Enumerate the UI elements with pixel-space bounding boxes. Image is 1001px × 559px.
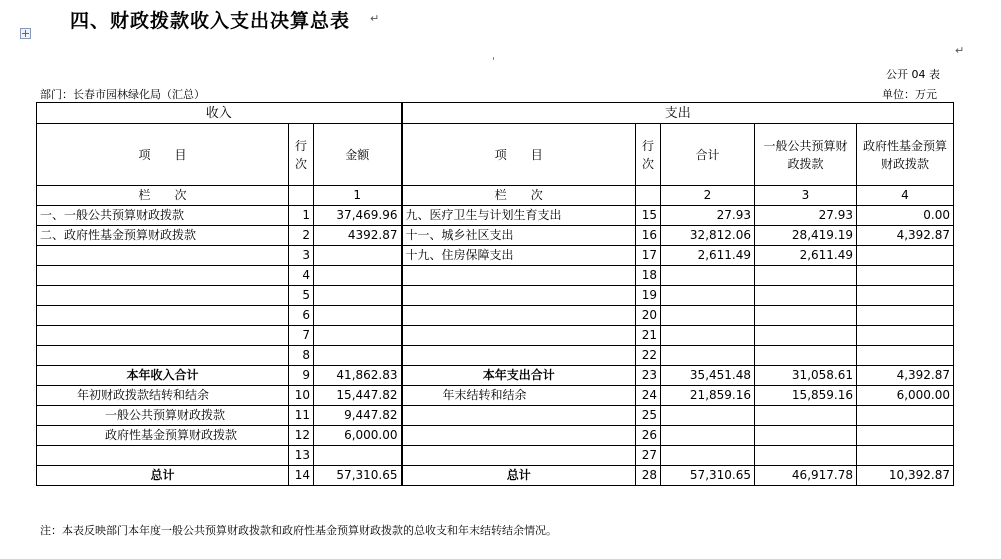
- table-row: [37, 406, 954, 426]
- income-line-cell: 7: [289, 326, 314, 346]
- general-budget-cell: [755, 406, 857, 426]
- expense-item-cell: 年末结转和结余: [402, 386, 636, 406]
- unit-label: 单位：万元: [882, 88, 937, 101]
- fund-budget-cell: 4,392.87: [857, 366, 954, 386]
- expense-total-cell: [661, 426, 755, 446]
- income-item-cell: [37, 286, 289, 306]
- income-line-header: 行次: [289, 124, 314, 186]
- income-amount-cell: [314, 286, 402, 306]
- general-budget-cell: [755, 286, 857, 306]
- expense-total-cell: 2,611.49: [661, 246, 755, 266]
- expense-line-cell: 25: [636, 406, 661, 426]
- income-item-cell: [37, 446, 289, 466]
- income-line-cell: 8: [289, 346, 314, 366]
- income-amount-cell: 15,447.82: [314, 386, 402, 406]
- page-title: 四、财政拨款收入支出决算总表: [70, 10, 351, 32]
- income-item-cell: 本年收入合计: [37, 366, 289, 386]
- income-item-cell: [37, 346, 289, 366]
- income-amount-cell: 6,000.00: [314, 426, 402, 446]
- expense-line-cell: 15: [636, 206, 661, 226]
- paragraph-mark: ↵: [370, 12, 380, 25]
- income-line-cell: 3: [289, 246, 314, 266]
- expense-group-header: 支出: [402, 103, 954, 124]
- income-line-cell: 10: [289, 386, 314, 406]
- income-amount-header: 金额: [314, 124, 402, 186]
- column-index-3: 3: [755, 186, 857, 206]
- expense-line-header: 行次: [636, 124, 661, 186]
- column-index-label: 栏 次: [402, 186, 636, 206]
- expense-total-cell: [661, 326, 755, 346]
- expense-total-cell: 35,451.48: [661, 366, 755, 386]
- income-item-cell: [37, 246, 289, 266]
- expense-total-cell: [661, 306, 755, 326]
- expense-item-cell: 九、医疗卫生与计划生育支出: [402, 206, 636, 226]
- income-group-header: 收入: [37, 103, 402, 124]
- income-line-cell: 9: [289, 366, 314, 386]
- expense-line-cell: 20: [636, 306, 661, 326]
- income-item-cell: [37, 266, 289, 286]
- fund-budget-cell: [857, 246, 954, 266]
- expense-item-header: 项 目: [402, 124, 636, 186]
- income-item-cell: 总计: [37, 466, 289, 486]
- column-index-label: 栏 次: [37, 186, 289, 206]
- column-index-blank: [289, 186, 314, 206]
- column-index-4: 4: [857, 186, 954, 206]
- income-item-cell: 年初财政拨款结转和结余: [37, 386, 289, 406]
- general-budget-cell: 27.93: [755, 206, 857, 226]
- general-budget-cell: 2,611.49: [755, 246, 857, 266]
- income-line-cell: 13: [289, 446, 314, 466]
- expense-total-cell: 27.93: [661, 206, 755, 226]
- income-line-cell: 4: [289, 266, 314, 286]
- fund-budget-cell: 10,392.87: [857, 466, 954, 486]
- fund-budget-cell: [857, 446, 954, 466]
- expense-total-cell: 57,310.65: [661, 466, 755, 486]
- fund-budget-cell: 4,392.87: [857, 226, 954, 246]
- expense-item-cell: [402, 426, 636, 446]
- expense-item-cell: [402, 446, 636, 466]
- table-row: [37, 306, 954, 326]
- column-index-blank: [636, 186, 661, 206]
- fund-budget-cell: 0.00: [857, 206, 954, 226]
- general-budget-cell: 46,917.78: [755, 466, 857, 486]
- income-amount-cell: 4392.87: [314, 226, 402, 246]
- income-line-cell: 5: [289, 286, 314, 306]
- income-item-cell: 一、一般公共预算财政拨款: [37, 206, 289, 226]
- general-budget-cell: 15,859.16: [755, 386, 857, 406]
- expense-line-cell: 22: [636, 346, 661, 366]
- expense-line-cell: 26: [636, 426, 661, 446]
- income-item-cell: [37, 326, 289, 346]
- table-row: [37, 206, 954, 226]
- expense-item-cell: 本年支出合计: [402, 366, 636, 386]
- income-line-cell: 11: [289, 406, 314, 426]
- column-index-1: 1: [314, 186, 402, 206]
- table-row: [37, 346, 954, 366]
- income-line-cell: 6: [289, 306, 314, 326]
- income-item-cell: [37, 306, 289, 326]
- general-budget-cell: 28,419.19: [755, 226, 857, 246]
- group-header-row: [37, 103, 954, 124]
- income-amount-cell: [314, 326, 402, 346]
- table-row: [37, 466, 954, 486]
- column-header-row: [37, 124, 954, 186]
- income-amount-cell: [314, 446, 402, 466]
- expense-line-cell: 24: [636, 386, 661, 406]
- expense-item-cell: [402, 306, 636, 326]
- income-amount-cell: 57,310.65: [314, 466, 402, 486]
- expense-item-cell: [402, 326, 636, 346]
- general-budget-cell: 31,058.61: [755, 366, 857, 386]
- table-row: [37, 386, 954, 406]
- table-row: [37, 286, 954, 306]
- table-row: [37, 426, 954, 446]
- table-footnote: 注：本表反映部门本年度一般公共预算财政拨款和政府性基金预算财政拨款的总收支和年末结转结余情况。: [40, 524, 557, 537]
- expense-total-header: 合计: [661, 124, 755, 186]
- general-budget-cell: [755, 426, 857, 446]
- expense-total-cell: [661, 446, 755, 466]
- income-item-cell: 二、政府性基金预算财政拨款: [37, 226, 289, 246]
- expense-item-cell: [402, 286, 636, 306]
- expense-line-cell: 17: [636, 246, 661, 266]
- table-row: [37, 226, 954, 246]
- expense-total-cell: [661, 406, 755, 426]
- expense-line-cell: 21: [636, 326, 661, 346]
- cursor-mark: ˈ: [492, 55, 496, 68]
- income-amount-cell: 37,469.96: [314, 206, 402, 226]
- income-line-cell: 14: [289, 466, 314, 486]
- column-index-2: 2: [661, 186, 755, 206]
- general-budget-cell: [755, 446, 857, 466]
- expense-item-cell: [402, 266, 636, 286]
- table-move-handle-icon[interactable]: [20, 28, 31, 39]
- fund-budget-cell: [857, 406, 954, 426]
- expense-line-cell: 18: [636, 266, 661, 286]
- income-amount-cell: [314, 246, 402, 266]
- fund-budget-header: 政府性基金预算财政拨款: [857, 124, 954, 186]
- income-line-cell: 2: [289, 226, 314, 246]
- fund-budget-cell: [857, 266, 954, 286]
- income-amount-cell: [314, 266, 402, 286]
- table-row: [37, 366, 954, 386]
- expense-line-cell: 19: [636, 286, 661, 306]
- expense-line-cell: 23: [636, 366, 661, 386]
- column-index-row: [37, 186, 954, 206]
- fund-budget-cell: [857, 326, 954, 346]
- expense-item-cell: [402, 406, 636, 426]
- fund-budget-cell: 6,000.00: [857, 386, 954, 406]
- budget-summary-table: [36, 102, 954, 486]
- table-row: [37, 266, 954, 286]
- income-item-cell: 政府性基金预算财政拨款: [37, 426, 289, 446]
- expense-item-cell: 十一、城乡社区支出: [402, 226, 636, 246]
- expense-total-cell: [661, 286, 755, 306]
- department-label: 部门：长春市园林绿化局（汇总）: [40, 88, 205, 101]
- expense-item-cell: 十九、住房保障支出: [402, 246, 636, 266]
- income-item-cell: 一般公共预算财政拨款: [37, 406, 289, 426]
- general-budget-cell: [755, 346, 857, 366]
- table-row: [37, 326, 954, 346]
- fund-budget-cell: [857, 286, 954, 306]
- table-row: [37, 446, 954, 466]
- income-amount-cell: [314, 346, 402, 366]
- expense-total-cell: 21,859.16: [661, 386, 755, 406]
- form-number: 公开 04 表: [886, 68, 940, 81]
- income-amount-cell: [314, 306, 402, 326]
- income-amount-cell: 41,862.83: [314, 366, 402, 386]
- income-line-cell: 12: [289, 426, 314, 446]
- expense-line-cell: 28: [636, 466, 661, 486]
- income-item-header: 项 目: [37, 124, 289, 186]
- general-budget-cell: [755, 306, 857, 326]
- fund-budget-cell: [857, 426, 954, 446]
- general-budget-header: 一般公共预算财政拨款: [755, 124, 857, 186]
- expense-line-cell: 16: [636, 226, 661, 246]
- income-line-cell: 1: [289, 206, 314, 226]
- expense-total-cell: [661, 346, 755, 366]
- table-row: [37, 246, 954, 266]
- expense-total-cell: [661, 266, 755, 286]
- expense-item-cell: 总计: [402, 466, 636, 486]
- expense-line-cell: 27: [636, 446, 661, 466]
- expense-total-cell: 32,812.06: [661, 226, 755, 246]
- fund-budget-cell: [857, 346, 954, 366]
- fund-budget-cell: [857, 306, 954, 326]
- general-budget-cell: [755, 266, 857, 286]
- general-budget-cell: [755, 326, 857, 346]
- income-amount-cell: 9,447.82: [314, 406, 402, 426]
- expense-item-cell: [402, 346, 636, 366]
- paragraph-mark: ↵: [955, 44, 965, 57]
